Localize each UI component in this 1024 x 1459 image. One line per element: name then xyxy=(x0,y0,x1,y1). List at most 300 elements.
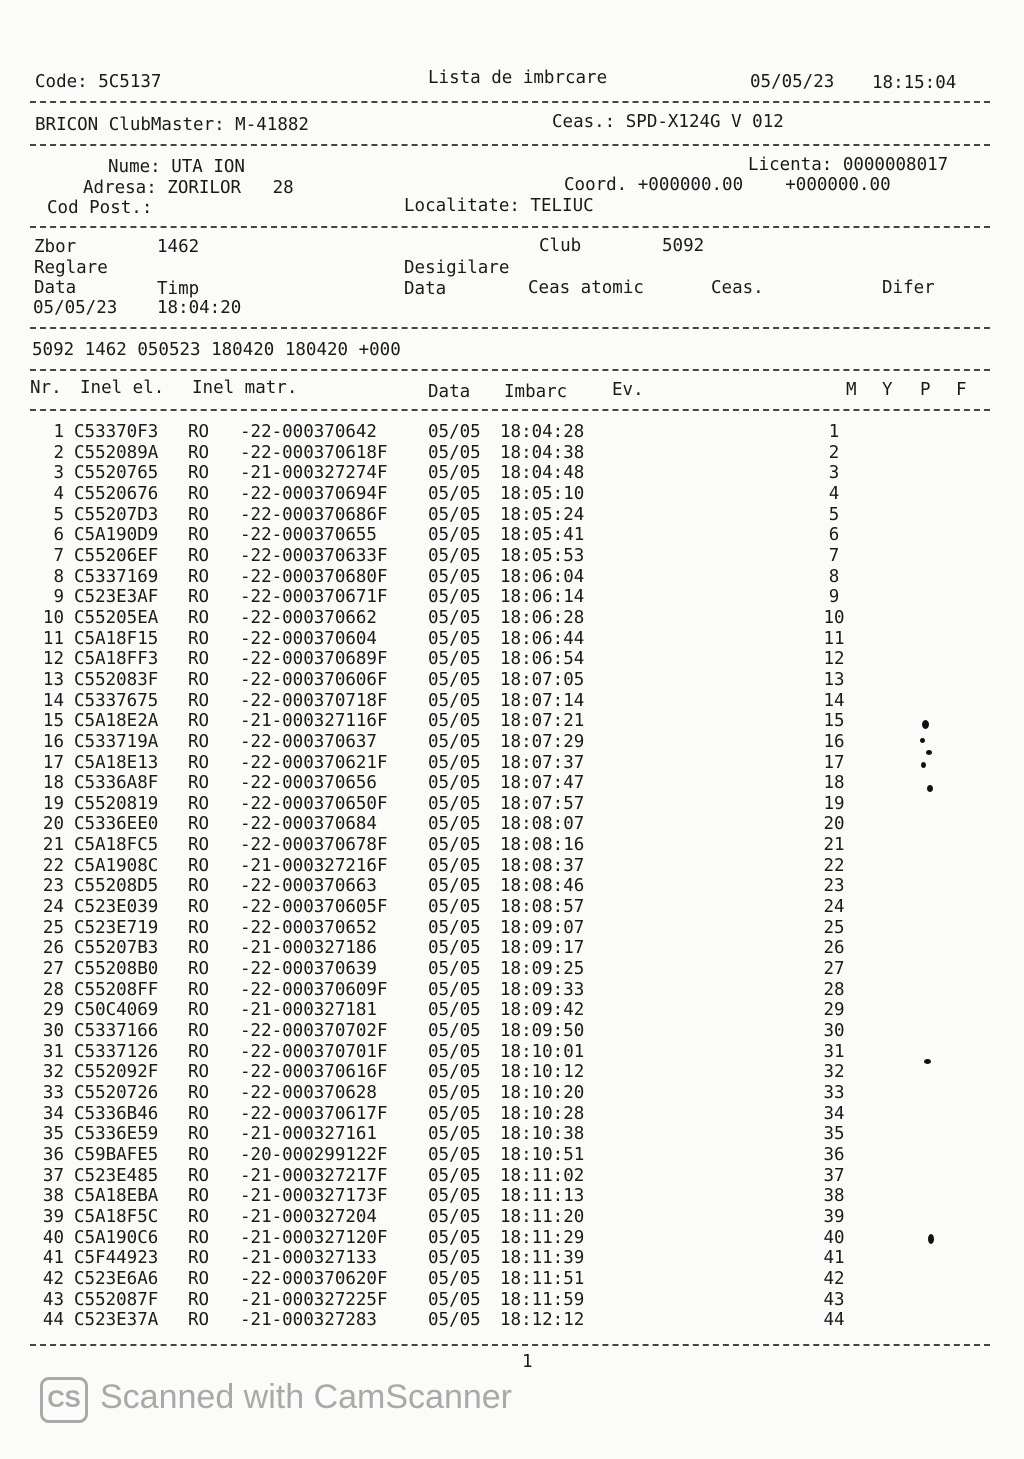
table-row xyxy=(34,753,994,774)
electronic-ring: C5A18F15 xyxy=(74,628,159,649)
ring-number: -22-000370609F xyxy=(240,979,388,1000)
country-code: RO xyxy=(188,628,210,649)
date-label-2: Data xyxy=(404,279,447,299)
country-code: RO xyxy=(188,504,210,525)
row-m-value: 35 xyxy=(823,1124,845,1145)
row-number: 25 xyxy=(42,917,64,938)
basketing-time: 18:04:48 xyxy=(500,463,585,484)
row-number: 17 xyxy=(42,752,64,773)
header-date: 05/05/23 xyxy=(750,72,835,92)
ring-number: -21-000327186 xyxy=(240,938,377,959)
basketing-time: 18:09:42 xyxy=(500,1000,585,1021)
row-date: 05/05 xyxy=(428,607,481,628)
row-number: 29 xyxy=(42,1000,64,1021)
basketing-time: 18:11:29 xyxy=(500,1227,585,1248)
country-code: RO xyxy=(188,897,210,918)
electronic-ring: C5F44923 xyxy=(74,1248,159,1269)
ring-number: -22-000370655 xyxy=(240,525,377,546)
basketing-time: 18:08:07 xyxy=(500,814,585,835)
row-m-value: 4 xyxy=(828,483,840,504)
row-date: 05/05 xyxy=(428,793,481,814)
table-row xyxy=(34,1166,994,1187)
table-row xyxy=(34,897,994,918)
row-number: 35 xyxy=(42,1124,64,1145)
table-row xyxy=(34,835,994,856)
row-number: 40 xyxy=(42,1227,64,1248)
country-code: RO xyxy=(188,731,210,752)
electronic-ring: C523E37A xyxy=(74,1310,159,1331)
row-m-value: 23 xyxy=(823,876,845,897)
basketing-time: 18:10:12 xyxy=(500,1062,585,1083)
row-m-value: 24 xyxy=(823,897,845,918)
country-code: RO xyxy=(188,1186,210,1207)
row-date: 05/05 xyxy=(428,1186,481,1207)
table-row xyxy=(34,711,994,732)
row-number: 32 xyxy=(42,1062,64,1083)
country-code: RO xyxy=(188,1248,210,1269)
row-number: 7 xyxy=(53,545,64,566)
country-code: RO xyxy=(188,1227,210,1248)
row-m-value: 26 xyxy=(823,938,845,959)
row-date: 05/05 xyxy=(428,649,481,670)
electronic-ring: C5A190D9 xyxy=(74,525,159,546)
ring-number: -22-000370671F xyxy=(240,587,388,608)
owner-address: Adresa: ZORILOR 28 xyxy=(83,178,294,198)
row-m-value: 14 xyxy=(823,690,845,711)
basketing-time: 18:07:05 xyxy=(500,669,585,690)
row-date: 05/05 xyxy=(428,669,481,690)
country-code: RO xyxy=(188,1021,210,1042)
country-code: RO xyxy=(188,649,210,670)
basketing-time: 18:07:29 xyxy=(500,731,585,752)
table-row xyxy=(34,732,994,753)
electronic-ring: C5A18FF3 xyxy=(74,649,159,670)
country-code: RO xyxy=(188,1041,210,1062)
basketing-time: 18:05:24 xyxy=(500,504,585,525)
ring-number: -22-000370639 xyxy=(240,959,377,980)
table-row xyxy=(34,1042,994,1063)
row-m-value: 21 xyxy=(823,835,845,856)
basketing-time: 18:11:59 xyxy=(500,1289,585,1310)
country-code: RO xyxy=(188,1083,210,1103)
row-date: 05/05 xyxy=(428,752,481,773)
basketing-time: 18:06:44 xyxy=(500,628,585,649)
row-date: 05/05 xyxy=(428,1289,481,1310)
row-m-value: 9 xyxy=(828,587,840,608)
owner-name: Nume: UTA ION xyxy=(108,157,245,177)
row-date: 05/05 xyxy=(428,1227,481,1248)
camscanner-logo: CS xyxy=(40,1377,88,1423)
ring-number: -21-000327133 xyxy=(240,1248,377,1269)
basketing-time: 18:10:51 xyxy=(500,1144,585,1165)
basketing-time: 18:08:37 xyxy=(500,855,585,876)
ring-number: -21-000327181 xyxy=(240,1000,377,1021)
ring-number: -21-000327283 xyxy=(240,1310,377,1331)
row-date: 05/05 xyxy=(428,1103,481,1124)
row-number: 31 xyxy=(42,1041,64,1062)
row-number: 1 xyxy=(53,422,64,442)
setting-label: Reglare xyxy=(34,258,108,278)
row-m-value: 36 xyxy=(823,1144,845,1165)
row-m-value: 30 xyxy=(823,1021,845,1042)
country-code: RO xyxy=(188,463,210,484)
electronic-ring: C523E6A6 xyxy=(74,1268,159,1289)
ring-number: -22-000370617F xyxy=(240,1103,388,1124)
row-date: 05/05 xyxy=(428,773,481,794)
basketing-time: 18:10:20 xyxy=(500,1083,585,1103)
ring-number: -20-000299122F xyxy=(240,1144,388,1165)
country-code: RO xyxy=(188,938,210,959)
country-code: RO xyxy=(188,979,210,1000)
table-row xyxy=(34,1310,994,1331)
ring-number: -22-000370656 xyxy=(240,773,377,794)
ring-number: -21-000327173F xyxy=(240,1186,388,1207)
row-number: 39 xyxy=(42,1206,64,1227)
electronic-ring: C50C4069 xyxy=(74,1000,159,1021)
row-date: 05/05 xyxy=(428,1248,481,1269)
country-code: RO xyxy=(188,607,210,628)
row-m-value: 16 xyxy=(823,731,845,752)
basketing-time: 18:04:38 xyxy=(500,442,585,463)
table-row xyxy=(34,546,994,567)
basketing-time: 18:09:50 xyxy=(500,1021,585,1042)
table-row xyxy=(34,691,994,712)
row-m-value: 37 xyxy=(823,1165,845,1186)
row-date: 05/05 xyxy=(428,876,481,897)
ink-speck xyxy=(927,785,933,792)
divider xyxy=(30,101,990,103)
country-code: RO xyxy=(188,1124,210,1145)
table-row xyxy=(34,1021,994,1042)
row-number: 24 xyxy=(42,897,64,918)
country-code: RO xyxy=(188,1310,210,1331)
ring-number: -22-000370633F xyxy=(240,545,388,566)
electronic-ring: C55207B3 xyxy=(74,938,159,959)
country-code: RO xyxy=(188,835,210,856)
basketing-time: 18:12:12 xyxy=(500,1310,585,1331)
row-m-value: 33 xyxy=(823,1083,845,1103)
table-row xyxy=(34,1145,994,1166)
basketing-time: 18:04:28 xyxy=(500,422,585,442)
electronic-ring: C55205EA xyxy=(74,607,159,628)
basketing-time: 18:07:47 xyxy=(500,773,585,794)
country-code: RO xyxy=(188,814,210,835)
electronic-ring: C55208B0 xyxy=(74,959,159,980)
basketing-time: 18:06:28 xyxy=(500,607,585,628)
electronic-ring: C5337166 xyxy=(74,1021,159,1042)
ink-speck xyxy=(921,762,926,768)
basketing-time: 18:08:16 xyxy=(500,835,585,856)
row-number: 21 xyxy=(42,835,64,856)
row-number: 2 xyxy=(53,442,64,463)
table-row xyxy=(34,1062,994,1083)
ink-speck xyxy=(924,1059,931,1064)
table-row xyxy=(34,1124,994,1145)
clock-col-label: Ceas. xyxy=(711,278,764,298)
divider xyxy=(30,409,990,411)
ring-number: -22-000370694F xyxy=(240,483,388,504)
date-label: Data xyxy=(34,278,77,298)
row-number: 14 xyxy=(42,690,64,711)
row-number: 23 xyxy=(42,876,64,897)
table-row xyxy=(34,1269,994,1290)
country-code: RO xyxy=(188,773,210,794)
country-code: RO xyxy=(188,1165,210,1186)
row-m-value: 1 xyxy=(828,422,840,442)
row-number: 26 xyxy=(42,938,64,959)
country-code: RO xyxy=(188,1103,210,1124)
country-code: RO xyxy=(188,1062,210,1083)
atomic-clock-label: Ceas atomic xyxy=(528,278,644,298)
row-m-value: 7 xyxy=(828,545,840,566)
electronic-ring: C552092F xyxy=(74,1062,159,1083)
table-row xyxy=(34,1290,994,1311)
row-m-value: 11 xyxy=(823,628,845,649)
basketing-time: 18:10:38 xyxy=(500,1124,585,1145)
row-m-value: 17 xyxy=(823,752,845,773)
col-nr: Nr. xyxy=(30,378,62,398)
table-row xyxy=(34,1186,994,1207)
row-date: 05/05 xyxy=(428,483,481,504)
row-m-value: 27 xyxy=(823,959,845,980)
row-m-value: 31 xyxy=(823,1041,845,1062)
country-code: RO xyxy=(188,545,210,566)
row-date: 05/05 xyxy=(428,855,481,876)
divider xyxy=(30,1344,990,1346)
basketing-time: 18:05:10 xyxy=(500,483,585,504)
table-row xyxy=(34,484,994,505)
country-code: RO xyxy=(188,690,210,711)
ring-number: -22-000370604 xyxy=(240,628,377,649)
row-date: 05/05 xyxy=(428,1083,481,1103)
electronic-ring: C552087F xyxy=(74,1289,159,1310)
table-row xyxy=(34,587,994,608)
row-date: 05/05 xyxy=(428,587,481,608)
basketing-time: 18:07:57 xyxy=(500,793,585,814)
row-date: 05/05 xyxy=(428,835,481,856)
code-label: Code: 5C5137 xyxy=(35,72,162,92)
basketing-time: 18:05:53 xyxy=(500,545,585,566)
row-number: 16 xyxy=(42,731,64,752)
table-row xyxy=(34,1228,994,1249)
row-number: 28 xyxy=(42,979,64,1000)
row-date: 05/05 xyxy=(428,731,481,752)
row-m-value: 19 xyxy=(823,793,845,814)
row-number: 41 xyxy=(42,1248,64,1269)
club-number: 5092 xyxy=(662,236,705,256)
row-date: 05/05 xyxy=(428,1206,481,1227)
ink-speck xyxy=(922,720,929,729)
divider xyxy=(30,226,990,228)
table-row xyxy=(34,918,994,939)
row-date: 05/05 xyxy=(428,959,481,980)
electronic-ring: C523E3AF xyxy=(74,587,159,608)
row-date: 05/05 xyxy=(428,690,481,711)
row-m-value: 3 xyxy=(828,463,840,484)
summary-line: 5092 1462 050523 180420 180420 +000 xyxy=(32,340,401,360)
ring-number: -21-000327204 xyxy=(240,1206,377,1227)
ring-number: -22-000370680F xyxy=(240,566,388,587)
row-number: 12 xyxy=(42,649,64,670)
locality: Localitate: TELIUC xyxy=(404,196,594,216)
divider xyxy=(30,327,990,329)
country-code: RO xyxy=(188,1289,210,1310)
col-data: Data xyxy=(428,382,471,402)
table-row xyxy=(34,649,994,670)
row-date: 05/05 xyxy=(428,504,481,525)
electronic-ring: C5520819 xyxy=(74,793,159,814)
row-m-value: 13 xyxy=(823,669,845,690)
row-m-value: 6 xyxy=(828,525,840,546)
ring-number: -22-000370650F xyxy=(240,793,388,814)
country-code: RO xyxy=(188,793,210,814)
club-label: Club xyxy=(539,236,582,256)
basketing-time: 18:09:17 xyxy=(500,938,585,959)
row-number: 5 xyxy=(53,504,64,525)
ring-number: -22-000370616F xyxy=(240,1062,388,1083)
country-code: RO xyxy=(188,1206,210,1227)
row-m-value: 22 xyxy=(823,855,845,876)
row-date: 05/05 xyxy=(428,566,481,587)
coordinates: Coord. +000000.00 +000000.00 xyxy=(564,175,891,195)
row-m-value: 44 xyxy=(823,1310,845,1331)
table-row xyxy=(34,608,994,629)
basketing-time: 18:11:51 xyxy=(500,1268,585,1289)
row-number: 43 xyxy=(42,1289,64,1310)
row-number: 9 xyxy=(53,587,64,608)
row-date: 05/05 xyxy=(428,1041,481,1062)
row-number: 13 xyxy=(42,669,64,690)
electronic-ring: C5337126 xyxy=(74,1041,159,1062)
country-code: RO xyxy=(188,483,210,504)
row-m-value: 43 xyxy=(823,1289,845,1310)
electronic-ring: C5A18E13 xyxy=(74,752,159,773)
table-row xyxy=(34,670,994,691)
table-row xyxy=(34,814,994,835)
basketing-time: 18:10:28 xyxy=(500,1103,585,1124)
ring-number: -22-000370718F xyxy=(240,690,388,711)
ring-number: -22-000370701F xyxy=(240,1041,388,1062)
ring-number: -21-000327116F xyxy=(240,711,388,732)
row-m-value: 5 xyxy=(828,504,840,525)
basketing-time: 18:09:07 xyxy=(500,917,585,938)
basketing-time: 18:08:46 xyxy=(500,876,585,897)
document-title: Lista de imbrcare xyxy=(428,68,608,88)
ring-number: -21-000327274F xyxy=(240,463,388,484)
col-ev: Ev. xyxy=(612,380,644,400)
ring-number: -22-000370689F xyxy=(240,649,388,670)
electronic-ring: C5336E59 xyxy=(74,1124,159,1145)
ring-number: -21-000327161 xyxy=(240,1124,377,1145)
country-code: RO xyxy=(188,669,210,690)
row-date: 05/05 xyxy=(428,463,481,484)
country-code: RO xyxy=(188,525,210,546)
table-row xyxy=(34,980,994,1001)
electronic-ring: C55207D3 xyxy=(74,504,159,525)
country-code: RO xyxy=(188,876,210,897)
electronic-ring: C5520765 xyxy=(74,463,159,484)
electronic-ring: C523E039 xyxy=(74,897,159,918)
row-date: 05/05 xyxy=(428,1310,481,1331)
row-m-value: 41 xyxy=(823,1248,845,1269)
ring-number: -21-000327217F xyxy=(240,1165,388,1186)
basketing-time: 18:11:39 xyxy=(500,1248,585,1269)
country-code: RO xyxy=(188,587,210,608)
row-date: 05/05 xyxy=(428,979,481,1000)
table-row xyxy=(34,959,994,980)
col-imbarc: Imbarc xyxy=(504,382,568,402)
table-row xyxy=(34,505,994,526)
unsealing-label: Desigilare xyxy=(404,258,510,278)
row-date: 05/05 xyxy=(428,422,481,442)
row-date: 05/05 xyxy=(428,1144,481,1165)
table-row xyxy=(34,567,994,588)
postal-code: Cod Post.: xyxy=(47,198,153,218)
row-m-value: 18 xyxy=(823,773,845,794)
table-row xyxy=(34,629,994,650)
ring-number: -22-000370678F xyxy=(240,835,388,856)
table-row xyxy=(34,1104,994,1125)
row-date: 05/05 xyxy=(428,711,481,732)
row-date: 05/05 xyxy=(428,897,481,918)
table-row xyxy=(34,525,994,546)
row-number: 22 xyxy=(42,855,64,876)
row-number: 44 xyxy=(42,1310,64,1331)
basketing-time: 18:09:25 xyxy=(500,959,585,980)
row-m-value: 8 xyxy=(828,566,840,587)
row-number: 34 xyxy=(42,1103,64,1124)
row-number: 19 xyxy=(42,793,64,814)
ring-number: -22-000370621F xyxy=(240,752,388,773)
row-date: 05/05 xyxy=(428,1000,481,1021)
row-number: 11 xyxy=(42,628,64,649)
country-code: RO xyxy=(188,1000,210,1021)
row-m-value: 29 xyxy=(823,1000,845,1021)
ring-number: -22-000370684 xyxy=(240,814,377,835)
row-date: 05/05 xyxy=(428,1165,481,1186)
ring-number: -22-000370652 xyxy=(240,917,377,938)
electronic-ring: C552083F xyxy=(74,669,159,690)
electronic-ring: C55208D5 xyxy=(74,876,159,897)
row-m-value: 40 xyxy=(823,1227,845,1248)
table-row xyxy=(34,773,994,794)
row-m-value: 39 xyxy=(823,1206,845,1227)
electronic-ring: C5A18FC5 xyxy=(74,835,159,856)
row-m-value: 20 xyxy=(823,814,845,835)
ink-speck xyxy=(928,1234,934,1244)
table-row xyxy=(34,1000,994,1021)
basketing-time: 18:11:02 xyxy=(500,1165,585,1186)
electronic-ring: C55206EF xyxy=(74,545,159,566)
electronic-ring: C5337169 xyxy=(74,566,159,587)
basketing-time: 18:08:57 xyxy=(500,897,585,918)
row-m-value: 10 xyxy=(823,607,845,628)
row-date: 05/05 xyxy=(428,628,481,649)
row-number: 20 xyxy=(42,814,64,835)
row-m-value: 25 xyxy=(823,917,845,938)
basketing-time: 18:07:21 xyxy=(500,711,585,732)
electronic-ring: C5520676 xyxy=(74,483,159,504)
row-date: 05/05 xyxy=(428,545,481,566)
row-m-value: 28 xyxy=(823,979,845,1000)
electronic-ring: C5A18EBA xyxy=(74,1186,159,1207)
ring-number: -22-000370628 xyxy=(240,1083,377,1103)
page-number: 1 xyxy=(522,1352,533,1372)
license-label: Licenta: 0000008017 xyxy=(748,155,949,175)
country-code: RO xyxy=(188,959,210,980)
ring-number: -22-000370637 xyxy=(240,731,377,752)
table-row xyxy=(34,794,994,815)
